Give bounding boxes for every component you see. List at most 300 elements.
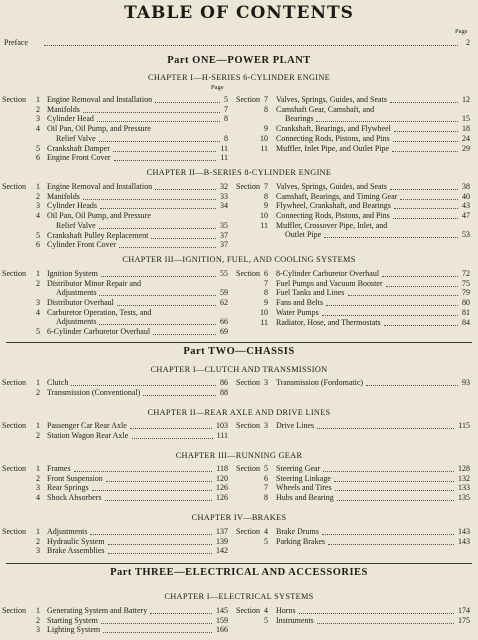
toc-entry[interactable] [2, 231, 228, 241]
entry-title: Clutch [47, 378, 69, 387]
toc-entry[interactable] [236, 211, 470, 221]
entry-title: Water Pumps [276, 307, 319, 317]
dot-leader [99, 295, 216, 296]
dot-leader [299, 613, 454, 614]
dot-leader [74, 471, 213, 472]
page-number: 118 [216, 464, 228, 473]
section-label: Section [236, 95, 260, 104]
dot-leader [130, 428, 212, 429]
section-divider [6, 563, 472, 564]
page-number: 81 [462, 307, 470, 317]
dot-leader [348, 295, 458, 296]
chapter-heading: CHAPTER I—H-SERIES 6-CYLINDER ENGINE [147, 73, 331, 82]
page-number: 142 [216, 546, 228, 556]
section-number: 3 [36, 298, 40, 308]
section-number: 6 [36, 153, 40, 163]
chapter-heading: CHAPTER III—RUNNING GEAR [175, 451, 303, 460]
page-title: TABLE OF CONTENTS [124, 3, 354, 23]
dot-leader [83, 199, 216, 200]
section-number: 11 [260, 220, 268, 230]
entry-title: Fuel Pumps and Vacuum Booster [276, 278, 383, 288]
dot-leader [384, 325, 458, 326]
page-number: 12 [462, 95, 470, 104]
toc-entry[interactable] [236, 124, 470, 134]
page-number: 137 [216, 527, 228, 536]
page-number: 29 [462, 143, 470, 153]
toc-entry[interactable] [2, 240, 228, 250]
toc-entry[interactable] [2, 95, 228, 105]
entry-title: Engine Removal and Installation [47, 182, 153, 191]
section-number: 3 [264, 421, 268, 430]
toc-entry[interactable] [236, 474, 470, 484]
toc-entry[interactable] [236, 105, 470, 124]
dot-leader [390, 102, 458, 103]
page-number: 33 [220, 191, 228, 201]
section-number: 2 [36, 104, 40, 114]
dot-leader [337, 500, 454, 501]
section-label: Section [236, 378, 260, 387]
entry-title: Horns [276, 606, 296, 615]
toc-entry[interactable] [2, 388, 228, 398]
entry-title: Relief Valve [56, 220, 96, 230]
page-number: 111 [216, 430, 228, 440]
toc-entry[interactable] [2, 606, 228, 616]
dot-leader [100, 208, 216, 209]
section-number: 8 [264, 493, 268, 503]
page-number: 88 [220, 387, 228, 397]
entry-title: Crankshaft Pulley Replacement [47, 230, 149, 240]
dot-leader [101, 623, 212, 624]
entry-title: Adjustments [56, 288, 97, 298]
entry-title: Frames [47, 464, 71, 473]
dot-leader [153, 334, 216, 335]
dot-leader [83, 112, 220, 113]
toc-entry[interactable] [2, 279, 228, 298]
section-label: Section [2, 182, 26, 191]
section-number: 2 [36, 191, 40, 201]
toc-entry[interactable] [2, 211, 228, 230]
section-label: Section [2, 269, 26, 278]
entry-title: Cylinder Front Cover [47, 240, 116, 250]
section-number: 9 [264, 201, 268, 211]
dot-leader [322, 534, 454, 535]
page-number: 8 [224, 114, 228, 124]
page-number: 37 [220, 240, 228, 250]
dot-leader [151, 238, 216, 239]
page-number: 128 [458, 464, 470, 473]
section-number: 4 [36, 307, 40, 317]
page-number: 34 [220, 201, 228, 211]
section-number: 5 [36, 143, 40, 153]
section-number: 9 [264, 298, 268, 308]
dot-leader [101, 276, 216, 277]
page-number: 84 [462, 317, 470, 327]
entry-title: Parking Brakes [276, 536, 326, 546]
entry-title: Transmission (Conventional) [47, 387, 141, 397]
dot-leader [390, 189, 458, 190]
entry-title: Instruments [276, 615, 314, 625]
section-number: 7 [264, 95, 268, 104]
page-number: 126 [216, 493, 228, 503]
part-two-heading: Part TWO—CHASSIS [183, 346, 295, 357]
section-number: 8 [264, 191, 268, 201]
dot-leader [316, 121, 458, 122]
toc-entry[interactable] [236, 493, 470, 503]
preface-label: Preface [4, 38, 28, 47]
dot-leader [317, 428, 454, 429]
toc-entry[interactable] [236, 606, 470, 616]
section-number: 1 [36, 606, 40, 615]
page-number: 5 [224, 95, 228, 104]
dot-leader [150, 613, 212, 614]
entry-title: Muffler, Inlet Pipe, and Outlet Pipe [276, 143, 390, 153]
entry-title: Distributor Minor Repair and [47, 278, 141, 288]
part-three-heading: Part THREE—ELECTRICAL AND ACCESSORIES [110, 567, 368, 578]
page-number: 69 [220, 327, 228, 337]
section-label: Section [2, 421, 26, 430]
entry-title: Passenger Car Rear Axle [47, 421, 127, 430]
section-label: Section [236, 527, 260, 536]
toc-entry[interactable] [2, 527, 228, 537]
entry-title: Front Suspension [47, 473, 103, 483]
dot-leader [317, 623, 454, 624]
page-number: 132 [458, 473, 470, 483]
page-number: 18 [462, 124, 470, 134]
section-number: 7 [264, 278, 268, 288]
entry-title: Lighting System [47, 625, 101, 635]
section-number: 5 [264, 536, 268, 546]
toc-entry[interactable] [2, 105, 228, 115]
toc-entry[interactable] [2, 182, 228, 192]
page-number: 35 [220, 220, 228, 230]
section-label: Section [236, 421, 260, 430]
page-number: 115 [458, 421, 470, 430]
toc-entry[interactable] [236, 464, 470, 474]
page-number: 174 [458, 606, 470, 615]
page-number: 62 [220, 298, 228, 308]
entry-title: Generating System and Battery [47, 606, 148, 615]
entry-title: Camshaft, Bearings, and Timing Gear [276, 191, 398, 201]
preface-page: 2 [466, 38, 470, 47]
section-number: 3 [264, 378, 268, 387]
entry-title: Manifolds [47, 191, 80, 201]
section-label: Section [2, 464, 26, 473]
toc-entry[interactable] [236, 134, 470, 144]
toc-entry[interactable] [236, 201, 470, 211]
toc-entry[interactable] [236, 308, 470, 318]
dot-leader [328, 544, 454, 545]
toc-entry[interactable] [236, 288, 470, 298]
section-label: Section [236, 464, 260, 473]
dot-leader [326, 305, 458, 306]
page-number: 135 [458, 493, 470, 503]
section-number: 1 [36, 378, 40, 387]
page-column-header: Page [211, 84, 224, 91]
entry-title: Flywheel, Crankshaft, and Bearings [276, 201, 391, 211]
section-number: 3 [36, 546, 40, 556]
entry-title: Hydraulic System [47, 536, 105, 546]
section-number: 11 [260, 143, 268, 153]
dot-leader [392, 151, 458, 152]
toc-entry[interactable] [236, 95, 470, 105]
entry-title: Hubs and Bearing [276, 493, 334, 503]
section-number: 4 [264, 527, 268, 536]
section-number: 2 [36, 278, 40, 288]
dot-leader [394, 131, 458, 132]
page-number: 32 [220, 182, 228, 191]
toc-entry[interactable] [2, 308, 228, 327]
section-number: 6 [36, 240, 40, 250]
page-number: 79 [462, 288, 470, 298]
section-number: 3 [36, 114, 40, 124]
dot-leader [322, 315, 458, 316]
page-number: 139 [216, 536, 228, 546]
toc-entry[interactable] [2, 124, 228, 143]
dot-leader [97, 121, 220, 122]
entry-title: Fuel Tanks and Lines [276, 288, 345, 298]
page-number: 38 [462, 182, 470, 191]
entry-title: Ignition System [47, 269, 98, 278]
section-number: 4 [264, 606, 268, 615]
entry-title: Cylinder Heads [47, 201, 97, 211]
dot-leader [386, 286, 458, 287]
dot-leader [366, 385, 458, 386]
dot-leader [393, 218, 458, 219]
section-number: 1 [36, 269, 40, 278]
section-divider [6, 342, 472, 343]
toc-entry[interactable] [2, 153, 228, 163]
toc-entry[interactable] [2, 144, 228, 154]
entry-title: Adjustments [47, 527, 88, 536]
entry-title: 8-Cylinder Carburetor Overhaul [276, 269, 380, 278]
page-number: 59 [220, 288, 228, 298]
entry-title: Rear Springs [47, 483, 89, 493]
toc-entry[interactable] [2, 483, 228, 493]
section-number: 10 [260, 307, 268, 317]
dot-leader [117, 305, 216, 306]
toc-entry[interactable] [236, 527, 470, 537]
toc-entry[interactable] [2, 114, 228, 124]
dot-leader [323, 471, 454, 472]
entry-title: Shock Absorbers [47, 493, 102, 503]
toc-entry[interactable] [236, 182, 470, 192]
part-one-heading: Part ONE—POWER PLANT [167, 55, 311, 66]
entry-title: Transmission (Fordomatic) [276, 378, 364, 387]
page-number: 11 [220, 143, 228, 153]
section-number: 10 [260, 133, 268, 143]
entry-title: Bearings [285, 114, 314, 124]
page-number: 80 [462, 298, 470, 308]
section-number: 10 [260, 211, 268, 221]
section-label: Section [2, 606, 26, 615]
page-number: 53 [462, 230, 470, 240]
dot-leader [334, 481, 454, 482]
page-number: 86 [220, 378, 228, 387]
dot-leader [106, 481, 212, 482]
entry-title: Starting System [47, 615, 98, 625]
chapter-heading: CHAPTER IV—BRAKES [191, 513, 287, 522]
section-number: 9 [264, 124, 268, 134]
toc-entry[interactable] [2, 201, 228, 211]
section-number: 3 [36, 201, 40, 211]
page-number: 66 [220, 317, 228, 327]
dot-leader [132, 438, 213, 439]
section-number: 8 [264, 288, 268, 298]
page-number: 93 [462, 378, 470, 387]
dot-leader [99, 324, 216, 325]
toc-entry[interactable] [2, 493, 228, 503]
section-number: 6 [264, 473, 268, 483]
toc-entry[interactable] [236, 298, 470, 308]
entry-title: Distributor Overhaul [47, 298, 114, 308]
chapter-heading: CHAPTER I—ELECTRICAL SYSTEMS [164, 592, 314, 601]
page-number: 166 [216, 625, 228, 635]
page-number: 43 [462, 201, 470, 211]
entry-title: Connecting Rods, Pistons, and Pins [276, 133, 390, 143]
entry-title: Crankshaft Damper [47, 143, 110, 153]
section-number: 3 [36, 625, 40, 635]
section-number: 2 [36, 387, 40, 397]
toc-entry[interactable] [236, 269, 470, 279]
toc-entry[interactable] [2, 431, 228, 441]
page-number: 72 [462, 269, 470, 278]
preface-entry [4, 38, 470, 48]
section-label: Section [2, 378, 26, 387]
dot-leader [108, 553, 212, 554]
toc-entry[interactable] [2, 616, 228, 626]
toc-entry[interactable] [236, 421, 470, 431]
section-number: 8 [264, 104, 268, 114]
page-number: 143 [458, 536, 470, 546]
page-number: 37 [220, 230, 228, 240]
toc-entry[interactable] [2, 474, 228, 484]
section-number: 1 [36, 182, 40, 191]
dot-leader [92, 490, 212, 491]
toc-entry[interactable] [2, 464, 228, 474]
toc-entry[interactable] [2, 269, 228, 279]
section-number: 2 [36, 430, 40, 440]
entry-title: Steering Linkage [276, 473, 331, 483]
toc-entry[interactable] [236, 144, 470, 154]
entry-title: Muffler, Crossover Pipe, Inlet, and [276, 220, 388, 230]
toc-entry[interactable] [2, 327, 228, 337]
toc-entry[interactable] [236, 378, 470, 388]
section-number: 5 [264, 464, 268, 473]
section-label: Section [2, 527, 26, 536]
toc-entry[interactable] [236, 318, 470, 328]
entry-title: 6-Cylinder Carburetor Overhaul [47, 327, 151, 337]
dot-leader [105, 500, 212, 501]
toc-entry[interactable] [236, 616, 470, 626]
toc-entry[interactable] [236, 221, 470, 240]
page-column-header: Page [455, 28, 468, 35]
section-label: Section [236, 606, 260, 615]
dot-leader [155, 189, 216, 190]
dot-leader [400, 199, 458, 200]
toc-entry[interactable] [236, 279, 470, 289]
section-number: 5 [36, 327, 40, 337]
section-number: 1 [36, 421, 40, 430]
entry-title: Carburetor Operation, Tests, and [47, 307, 152, 317]
toc-entry[interactable] [2, 546, 228, 556]
dot-leader [113, 151, 216, 152]
section-label: Section [236, 182, 260, 191]
page-number: 103 [216, 421, 228, 430]
page-number: 75 [462, 278, 470, 288]
page-number: 8 [224, 133, 228, 143]
section-number: 1 [36, 527, 40, 536]
entry-title: Brake Drums [276, 527, 319, 536]
section-number: 1 [36, 95, 40, 104]
entry-title: Manifolds [47, 104, 80, 114]
entry-title: Steering Gear [276, 464, 321, 473]
section-number: 7 [264, 483, 268, 493]
dot-leader [155, 102, 220, 103]
page-number: 55 [220, 269, 228, 278]
dot-leader [99, 228, 216, 229]
page-number: 143 [458, 527, 470, 536]
entry-title: Drive Lines [276, 421, 314, 430]
chapter-heading: CHAPTER III—IGNITION, FUEL, AND COOLING SYSTEMS [122, 255, 356, 264]
section-number: 2 [36, 536, 40, 546]
section-number: 5 [264, 615, 268, 625]
entry-title: Valves, Springs, Guides, and Seats [276, 182, 387, 191]
entry-title: Radiator, Hose, and Thermostats [276, 317, 381, 327]
entry-title: Crankshaft, Bearings, and Flywheel [276, 124, 391, 134]
dot-leader [119, 247, 216, 248]
toc-entry[interactable] [2, 378, 228, 388]
entry-title: Oil Pan, Oil Pump, and Pressure [47, 124, 151, 134]
dot-leader [394, 208, 458, 209]
toc-entry[interactable] [236, 537, 470, 547]
toc-entry[interactable] [2, 625, 228, 635]
toc-entry[interactable] [2, 537, 228, 547]
toc-entry[interactable] [236, 483, 470, 493]
entry-title: Brake Assemblies [47, 546, 105, 556]
section-number: 4 [36, 124, 40, 134]
section-number: 3 [36, 483, 40, 493]
section-number: 11 [260, 317, 268, 327]
dot-leader [44, 45, 458, 46]
chapter-heading: CHAPTER II—B-SERIES 8-CYLINDER ENGINE [146, 168, 332, 177]
entry-title: Oil Pan, Oil Pump, and Pressure [47, 211, 151, 221]
entry-title: Engine Front Cover [47, 153, 111, 163]
dot-leader [99, 141, 220, 142]
section-number: 2 [36, 473, 40, 483]
section-number: 4 [36, 211, 40, 221]
page-number: 11 [220, 153, 228, 163]
page-number: 145 [216, 606, 228, 615]
page-number: 24 [462, 133, 470, 143]
entry-title: Connecting Rods, Pistons, and Pins [276, 211, 390, 221]
dot-leader [335, 490, 454, 491]
page-number: 159 [216, 615, 228, 625]
dot-leader [90, 534, 212, 535]
dot-leader [103, 632, 212, 633]
entry-title: Adjustments [56, 317, 97, 327]
dot-leader [382, 276, 458, 277]
entry-title: Wheels and Tires [276, 483, 332, 493]
dot-leader [71, 385, 216, 386]
toc-entry[interactable] [2, 421, 228, 431]
page-number: 47 [462, 211, 470, 221]
toc-entry[interactable] [2, 298, 228, 308]
toc-entry[interactable] [2, 192, 228, 202]
entry-title: Engine Removal and Installation [47, 95, 153, 104]
section-number: 6 [264, 269, 268, 278]
toc-entry[interactable] [236, 192, 470, 202]
section-number: 1 [36, 464, 40, 473]
